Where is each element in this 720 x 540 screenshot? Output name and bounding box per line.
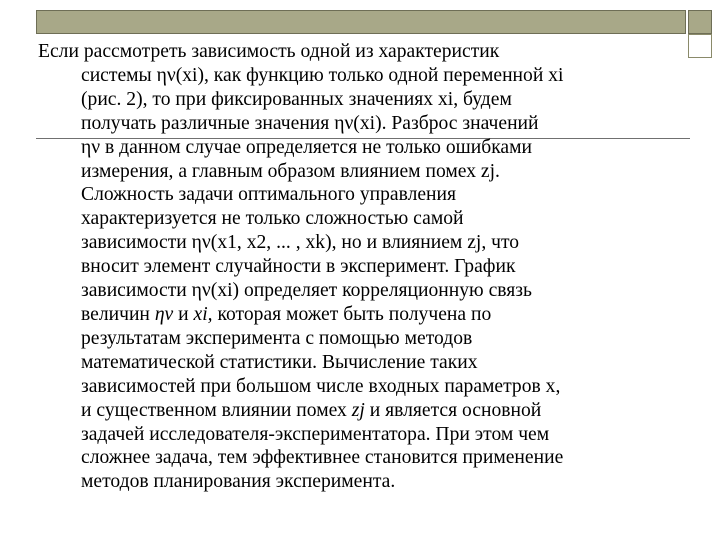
slide-header-bar bbox=[36, 10, 686, 34]
text-line-content: зависимости ην(xi) определяет корреляционную связь bbox=[81, 280, 532, 302]
text-line bbox=[38, 64, 688, 88]
text-line-content: результатам эксперимента с помощью методов bbox=[81, 327, 473, 349]
text-line-content: вносит элемент случайности в эксперимент. График bbox=[81, 256, 516, 278]
text-line bbox=[38, 136, 688, 160]
text-italic: xi, bbox=[193, 303, 213, 325]
text-italic: zj bbox=[351, 399, 365, 421]
text-line bbox=[38, 160, 688, 184]
text-line bbox=[38, 88, 688, 112]
text-line-content: методов планирования эксперимента. bbox=[81, 471, 396, 493]
text-line-content: характеризуется не только сложностью самой bbox=[81, 208, 464, 230]
text-line-content: ην в данном случае определяется не только ошибками bbox=[81, 136, 533, 158]
text-line bbox=[38, 183, 688, 207]
text-line bbox=[38, 255, 688, 279]
text-line-content: величин bbox=[81, 303, 155, 325]
text-line bbox=[38, 327, 688, 351]
text-line bbox=[38, 399, 688, 423]
text-line-content: зависимости ην(x1, x2, ... , xk), но и влиянием zj, что bbox=[81, 232, 520, 254]
text-line-content: и существенном влиянии помех bbox=[81, 399, 352, 421]
text-line bbox=[38, 470, 688, 494]
text-line bbox=[38, 207, 688, 231]
text-italic: ην bbox=[154, 303, 174, 325]
text-line bbox=[38, 446, 688, 470]
text-line-content: получать различные значения ην(xi). Разброс значений bbox=[81, 112, 539, 134]
body-paragraph bbox=[38, 40, 688, 494]
text-line-content: сложнее задача, тем эффективнее становится применение bbox=[81, 447, 564, 469]
text-line-content: Если рассмотреть зависимость одной из характеристик bbox=[38, 41, 500, 62]
text-line bbox=[38, 279, 688, 303]
text-line-content: измерения, а главным образом влиянием помех zj. bbox=[81, 160, 500, 182]
text-line bbox=[38, 40, 688, 64]
text-line bbox=[38, 351, 688, 375]
text-line bbox=[38, 231, 688, 255]
text-line-content: системы ην(xi), как функцию только одной переменной xi bbox=[81, 64, 564, 86]
text-line-content: и bbox=[173, 303, 194, 325]
text-line-content: математической статистики. Вычисление таких bbox=[81, 351, 478, 373]
corner-outline-square bbox=[688, 34, 712, 58]
text-line bbox=[38, 423, 688, 447]
text-line-content: которая может быть получена по bbox=[212, 303, 492, 325]
header-corner-square bbox=[688, 10, 712, 34]
text-line bbox=[38, 375, 688, 399]
text-line bbox=[38, 112, 688, 136]
text-line-content: задачей исследователя-экспериментатора. При этом чем bbox=[81, 423, 550, 445]
text-line-content: зависимостей при большом числе входных параметров x, bbox=[81, 375, 561, 397]
text-line-content: Сложность задачи оптимального управления bbox=[81, 184, 457, 206]
text-line-content: и является основной bbox=[364, 399, 542, 421]
text-line bbox=[38, 303, 688, 327]
text-line-content: (рис. 2), то при фиксированных значениях xi, будем bbox=[81, 88, 512, 110]
